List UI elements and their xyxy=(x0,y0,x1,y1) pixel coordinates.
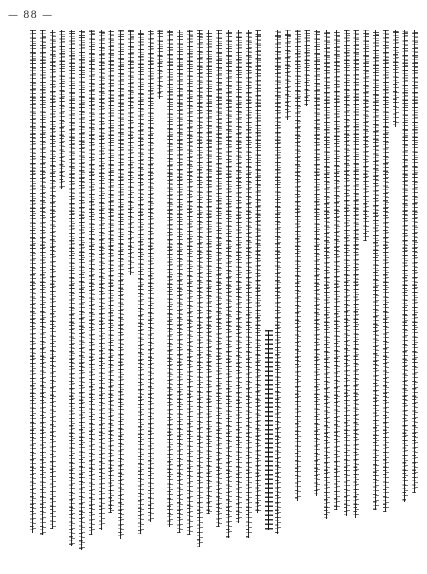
text-column xyxy=(326,30,333,519)
glyph-dots xyxy=(180,32,183,531)
glyph-dots xyxy=(33,32,36,531)
text-column xyxy=(287,30,294,120)
glyph-dots xyxy=(356,32,359,516)
glyph-dots xyxy=(151,32,154,520)
glyph-dots xyxy=(219,32,222,525)
glyph-dots xyxy=(239,32,242,521)
text-column xyxy=(189,30,196,535)
glyph-dots xyxy=(366,32,369,239)
text-column xyxy=(355,30,362,518)
text-column xyxy=(248,30,255,538)
text-column xyxy=(140,30,147,534)
text-column xyxy=(228,30,235,538)
glyph-dots xyxy=(258,32,261,511)
glyph-dots xyxy=(170,32,173,525)
glyph-dots xyxy=(121,32,124,537)
glyph-dots xyxy=(209,32,212,512)
glyph-dots xyxy=(317,32,320,494)
glyph-dots xyxy=(386,32,389,510)
text-column xyxy=(395,30,402,127)
glyph-dots xyxy=(327,32,330,517)
glyph-dots xyxy=(53,32,56,527)
text-column xyxy=(414,30,421,493)
glyph-dots xyxy=(298,32,301,499)
glyph-dots xyxy=(190,32,193,533)
text-column xyxy=(277,30,284,534)
glyph-dots xyxy=(131,32,134,273)
text-column xyxy=(91,30,98,535)
text-column xyxy=(150,30,157,522)
text-column xyxy=(32,30,39,533)
glyph-dots xyxy=(376,32,379,508)
glyph-dots xyxy=(62,32,65,187)
glyph-dots xyxy=(102,32,105,528)
text-column xyxy=(316,30,323,496)
glyph-dots xyxy=(288,32,291,118)
text-column xyxy=(71,30,78,546)
glyph-dots xyxy=(405,32,408,500)
glyph-dots xyxy=(347,32,350,514)
text-column xyxy=(218,30,225,527)
glyph-dots xyxy=(92,32,95,533)
text-column xyxy=(375,30,382,510)
glyph-dots xyxy=(278,32,281,532)
glyph-dots xyxy=(249,32,252,536)
section-heading xyxy=(268,330,278,530)
text-column xyxy=(199,30,206,547)
page-number: — 88 — xyxy=(8,10,54,21)
glyph-dots xyxy=(141,32,144,532)
text-column xyxy=(306,30,313,106)
glyph-dots xyxy=(307,32,310,104)
text-column xyxy=(404,30,411,502)
text-column xyxy=(179,30,186,533)
text-column xyxy=(238,30,245,523)
text-column xyxy=(101,30,108,530)
text-column xyxy=(257,30,264,513)
text-column xyxy=(346,30,353,516)
text-column xyxy=(130,30,137,275)
glyph-dots xyxy=(43,32,46,533)
text-column xyxy=(42,30,49,535)
text-column xyxy=(110,30,117,513)
text-column xyxy=(336,30,343,510)
glyph-dots xyxy=(337,32,340,508)
glyph-dots xyxy=(396,32,399,125)
text-column xyxy=(365,30,372,241)
glyph-dots xyxy=(415,32,418,491)
text-column xyxy=(81,30,88,550)
text-column xyxy=(159,30,166,99)
glyph-dots xyxy=(72,32,75,544)
text-column xyxy=(61,30,68,189)
glyph-dots xyxy=(200,32,203,545)
text-column xyxy=(208,30,215,514)
glyph-dots xyxy=(111,32,114,511)
glyph-dots xyxy=(82,32,85,548)
text-column xyxy=(385,30,392,512)
heading-glyph-strokes xyxy=(265,330,273,530)
text-column xyxy=(52,30,59,529)
vertical-text-body xyxy=(30,30,420,560)
text-column xyxy=(169,30,176,527)
text-column xyxy=(297,30,304,501)
text-column xyxy=(120,30,127,539)
glyph-dots xyxy=(160,32,163,97)
glyph-dots xyxy=(229,32,232,536)
